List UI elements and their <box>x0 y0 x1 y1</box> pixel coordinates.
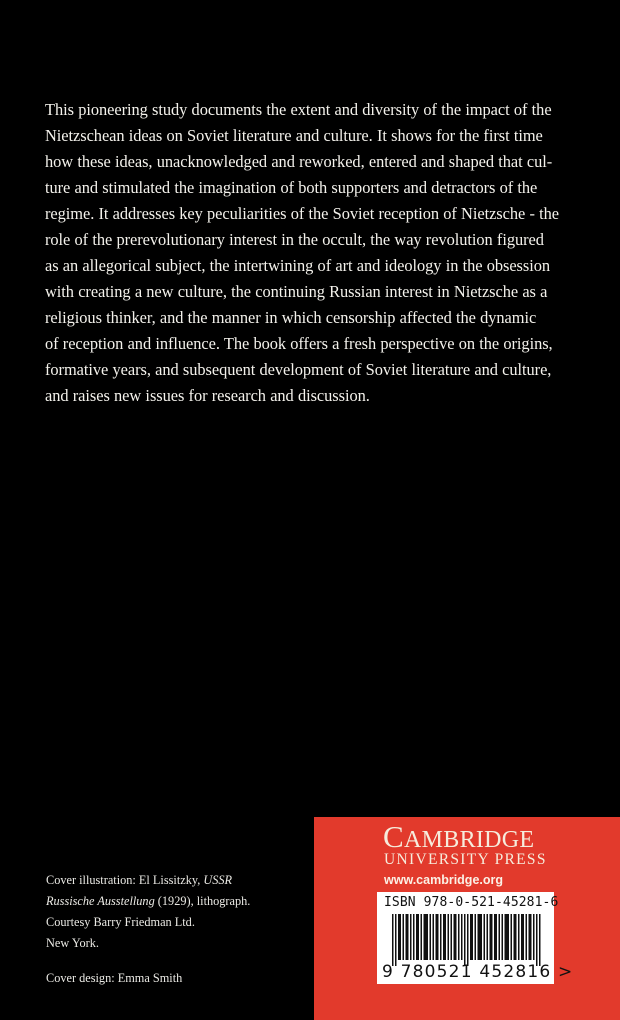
isbn-barcode <box>377 892 574 984</box>
illustration-credit-suffix: (1929), lithograph. <box>154 894 251 908</box>
illustration-credit-line-1 <box>46 870 250 891</box>
description-line: of reception and influence. The book offers a fresh perspective on the origins, <box>45 334 553 353</box>
illustration-credit-line-2 <box>46 891 250 912</box>
publisher-panel <box>314 817 620 1020</box>
courtesy-credit: Courtesy Barry Friedman Ltd. <box>46 915 195 929</box>
illustration-credit-prefix: Cover illustration: El Lissitzky, <box>46 873 204 887</box>
description-line: religious thinker, and the manner in which censorship affected the dynamic <box>45 308 537 327</box>
courtesy-location: New York. <box>46 936 99 950</box>
cover-design-credit: Cover design: Emma Smith <box>46 971 183 985</box>
description-line: and raises new issues for research and discussion. <box>45 386 370 405</box>
description-line: how these ideas, unacknowledged and reworked, entered and shaped that cul- <box>45 152 553 171</box>
spacer <box>46 954 250 968</box>
description-line: ture and stimulated the imagination of both supporters and detractors of the <box>45 178 538 197</box>
cover-credits <box>46 870 250 989</box>
description-line: formative years, and subsequent development of Soviet literature and culture, <box>45 360 552 379</box>
description-line: Nietzschean ideas on Soviet literature and culture. It shows for the first time <box>45 126 543 145</box>
description-line: as an allegorical subject, the intertwining of art and ideology in the obsession <box>45 256 551 275</box>
publisher-subtitle: UNIVERSITY PRESS <box>384 851 547 868</box>
ean-digits: 9 780521 452816 > <box>382 962 574 982</box>
barcode-icon <box>392 914 542 966</box>
description-line: role of the prerevolutionary interest in the occult, the way revolution figured <box>45 230 544 249</box>
publisher-name-rest: AMBRIDGE <box>403 827 535 853</box>
illustration-title: USSR <box>203 873 233 887</box>
isbn-label: ISBN 978-0-521-45281-6 <box>384 895 559 910</box>
publisher-url: www.cambridge.org <box>384 873 504 887</box>
book-description <box>45 97 585 409</box>
illustration-title: Russische Ausstellung <box>46 894 155 908</box>
publisher-logo-name <box>383 819 535 854</box>
description-line: regime. It addresses key peculiarities of the Soviet reception of Nietzsche - the <box>45 204 560 223</box>
description-line: with creating a new culture, the continuing Russian interest in Nietzsche as a <box>45 282 548 301</box>
description-line: This pioneering study documents the extent and diversity of the impact of the <box>45 100 552 119</box>
publisher-name-initial: C <box>383 819 404 854</box>
